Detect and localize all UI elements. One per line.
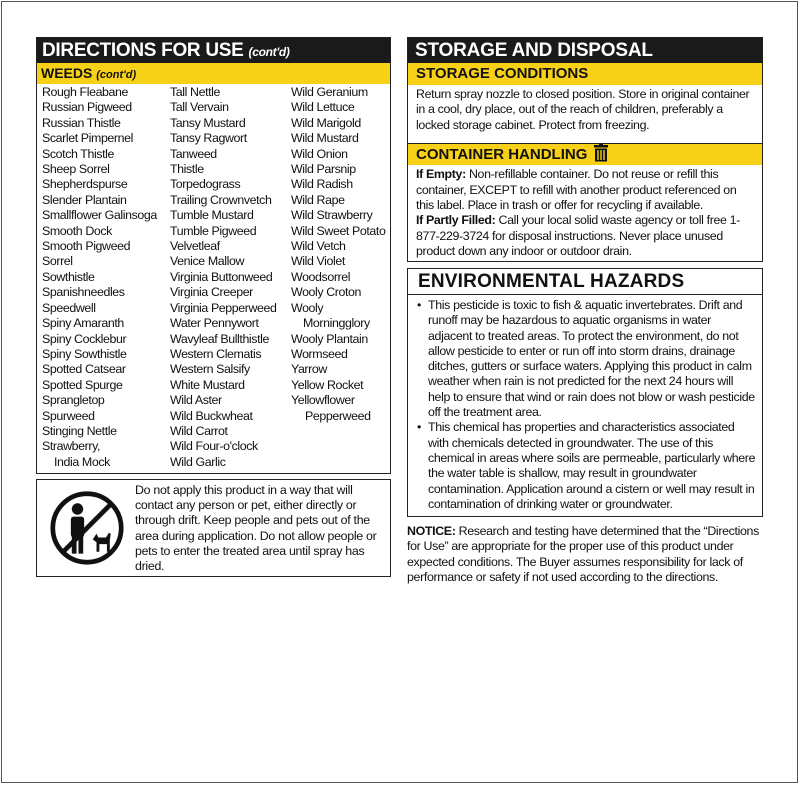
weed-item-continuation: India Mock bbox=[54, 454, 110, 469]
weed-item: Tall Vervain bbox=[170, 100, 229, 115]
weed-item: Water Pennywort bbox=[170, 316, 259, 331]
weed-item: Wild Buckwheat bbox=[170, 408, 253, 423]
storage-disposal-title: STORAGE AND DISPOSAL bbox=[408, 38, 762, 63]
weed-item: Spiny Amaranth bbox=[42, 316, 124, 331]
weeds-column-3 bbox=[291, 85, 391, 424]
notice-text: Research and testing have determined that the “Directions for Use” are appropriate for the proper use of this product under expected conditions. The Buyer assumes responsibility for lack of performance or safety if not used according to the directions. bbox=[407, 524, 759, 584]
weed-item: Yellowflower bbox=[291, 393, 355, 408]
weed-item: Virginia Pepperweed bbox=[170, 300, 277, 315]
weed-item: Wild Four-o'clock bbox=[170, 439, 258, 454]
weed-item: Sorrel bbox=[42, 254, 73, 269]
weed-item: Stinging Nettle bbox=[42, 423, 117, 438]
env-hazard-bullet-2: • This chemical has properties and characteristics associated with chemicals detected in groundwater. The use of this chemical in areas where soils are permeable, particularly where the water table is shallow, may result in groundwater contamination. Application around a cistern or well may result in contamination of drinking water or groundwater. bbox=[416, 420, 756, 512]
weed-item: Wild Garlic bbox=[170, 454, 226, 469]
directions-header bbox=[37, 38, 390, 63]
storage-disposal-panel bbox=[407, 37, 763, 262]
weed-item: Wild Mustard bbox=[291, 131, 359, 146]
weed-item: Wormseed bbox=[291, 346, 348, 361]
directions-title: DIRECTIONS FOR USE bbox=[42, 40, 244, 61]
env-hazard-bullet-1: • This pesticide is toxic to fish & aquatic invertebrates. Drift and runoff may be hazardous to aquatic organisms in water adjacent to treated areas. To protect the environment, do not allow pesticide to enter or run off into storm drains, drainage ditches, gutters or surface waters. Applying this product in calm weather when rain is not predicted for the next 24 hours will help to ensure that wind or rain does not blow or wash pesticide off the treatment area. bbox=[416, 298, 756, 420]
weed-item: White Mustard bbox=[170, 377, 245, 392]
weed-item: Wild Onion bbox=[291, 146, 348, 161]
weed-item: Velvetleaf bbox=[170, 239, 220, 254]
weeds-label-suffix: (cont'd) bbox=[96, 69, 137, 81]
weed-item: Tumble Pigweed bbox=[170, 223, 257, 238]
environmental-hazards-panel bbox=[407, 268, 763, 517]
directions-title-suffix: (cont'd) bbox=[248, 45, 290, 59]
if-partly-label: If Partly Filled: bbox=[416, 213, 496, 228]
weed-item: Speedwell bbox=[42, 300, 96, 315]
weed-item: Slender Plantain bbox=[42, 192, 127, 207]
weed-item: Western Clematis bbox=[170, 346, 262, 361]
trash-can-icon bbox=[593, 144, 609, 162]
weed-item: Western Salsify bbox=[170, 362, 250, 377]
weed-item: Tall Nettle bbox=[170, 85, 221, 99]
notice-paragraph bbox=[407, 524, 765, 585]
weed-item: Wild Carrot bbox=[170, 423, 228, 438]
weed-item: Sowthistle bbox=[42, 269, 95, 284]
weeds-header bbox=[37, 63, 390, 84]
people-pets-warning-text: Do not apply this product in a way that will contact any person or pet, either directly or through drift. Keep people and pets out of the area during application. Do not allow people or pets to enter the treated area until spray has dried. bbox=[135, 483, 377, 574]
storage-conditions-header: STORAGE CONDITIONS bbox=[408, 63, 762, 85]
weed-item-continuation: Pepperweed bbox=[305, 408, 371, 423]
weed-item: Wooly Croton bbox=[291, 285, 362, 300]
weed-item: Sprangletop bbox=[42, 393, 105, 408]
weed-item: Wild Geranium bbox=[291, 85, 368, 99]
if-empty-paragraph bbox=[408, 165, 762, 213]
weed-item: Shepherdspurse bbox=[42, 177, 128, 192]
weeds-column-2 bbox=[170, 85, 293, 470]
weed-item: Wavyleaf Bullthistle bbox=[170, 331, 269, 346]
if-partly-paragraph bbox=[408, 213, 762, 259]
weed-item: Scotch Thistle bbox=[42, 146, 114, 161]
weed-item: Wild Sweet Potato bbox=[291, 223, 386, 238]
container-handling-label: CONTAINER HANDLING bbox=[416, 146, 588, 164]
environmental-hazards-title: ENVIRONMENTAL HAZARDS bbox=[408, 269, 762, 295]
weeds-label: WEEDS bbox=[41, 65, 93, 81]
weed-item: Strawberry, bbox=[42, 439, 101, 454]
weed-item: Thistle bbox=[170, 162, 204, 177]
weed-item: Rough Fleabane bbox=[42, 85, 129, 99]
weed-item: Wild Vetch bbox=[291, 239, 346, 254]
weed-item: Venice Mallow bbox=[170, 254, 245, 269]
container-handling-header bbox=[408, 143, 762, 165]
weed-item: Wild Radish bbox=[291, 177, 353, 192]
notice-label: NOTICE: bbox=[407, 524, 456, 538]
if-empty-text: Non-refillable container. Do not reuse or refill this container, EXCEPT to refill with another product referenced on this label. Place in trash or offer for recycling if available. bbox=[416, 167, 737, 213]
weed-item: Spanishneedles bbox=[42, 285, 125, 300]
weed-item: Spurweed bbox=[42, 408, 95, 423]
if-empty-label: If Empty: bbox=[416, 167, 466, 182]
weed-item: Yellow Rocket bbox=[291, 377, 364, 392]
weed-item: Virginia Buttonweed bbox=[170, 269, 273, 284]
weed-item: Tanweed bbox=[170, 146, 217, 161]
weed-item: Wild Marigold bbox=[291, 115, 361, 130]
weed-item: Wild Parsnip bbox=[291, 162, 356, 177]
weed-item: Smallflower Galinsoga bbox=[42, 208, 157, 223]
weed-item: Russian Pigweed bbox=[42, 100, 132, 115]
weed-item: Smooth Pigweed bbox=[42, 239, 131, 254]
weed-item: Wild Violet bbox=[291, 254, 345, 269]
weed-item: Virginia Creeper bbox=[170, 285, 253, 300]
weed-item: Spotted Catsear bbox=[42, 362, 126, 377]
weed-item: Wild Rape bbox=[291, 192, 345, 207]
weed-item: Tansy Ragwort bbox=[170, 131, 247, 146]
weed-item: Spiny Sowthistle bbox=[42, 346, 127, 361]
weed-item: Wooly bbox=[291, 300, 324, 315]
if-partly-text: Call your local solid waste agency or toll free 1-877-229-3724 for disposal instructions. Never place unused product down any indoor or outdoor drain. bbox=[416, 213, 740, 259]
directions-for-use-panel bbox=[36, 37, 391, 474]
weed-item: Wild Lettuce bbox=[291, 100, 355, 115]
weed-item: Wild Strawberry bbox=[291, 208, 373, 223]
weed-item: Smooth Dock bbox=[42, 223, 112, 238]
weed-item: Wild Aster bbox=[170, 393, 222, 408]
weed-item: Spotted Spurge bbox=[42, 377, 123, 392]
weed-item: Russian Thistle bbox=[42, 115, 121, 130]
weed-item: Woodsorrel bbox=[291, 269, 351, 284]
weed-item: Torpedograss bbox=[170, 177, 241, 192]
storage-conditions-text: Return spray nozzle to closed position. Store in original container in a cool, dry place, out of the reach of children, preferably a locked storage cabinet. Protect from freezing. bbox=[416, 87, 750, 132]
no-people-pets-icon bbox=[49, 490, 125, 566]
weed-item: Spiny Cocklebur bbox=[42, 331, 127, 346]
weed-item: Sheep Sorrel bbox=[42, 162, 110, 177]
weed-item: Scarlet Pimpernel bbox=[42, 131, 133, 146]
weeds-list bbox=[37, 84, 390, 469]
people-pets-warning-box bbox=[36, 479, 391, 577]
weed-item: Wooly Plantain bbox=[291, 331, 368, 346]
weed-item: Tansy Mustard bbox=[170, 115, 246, 130]
weed-item-continuation: Morningglory bbox=[303, 316, 370, 331]
environmental-hazards-list bbox=[408, 295, 762, 512]
weed-item: Trailing Crownvetch bbox=[170, 192, 272, 207]
weeds-column-1 bbox=[42, 85, 170, 470]
weed-item: Tumble Mustard bbox=[170, 208, 254, 223]
weed-item: Yarrow bbox=[291, 362, 327, 377]
